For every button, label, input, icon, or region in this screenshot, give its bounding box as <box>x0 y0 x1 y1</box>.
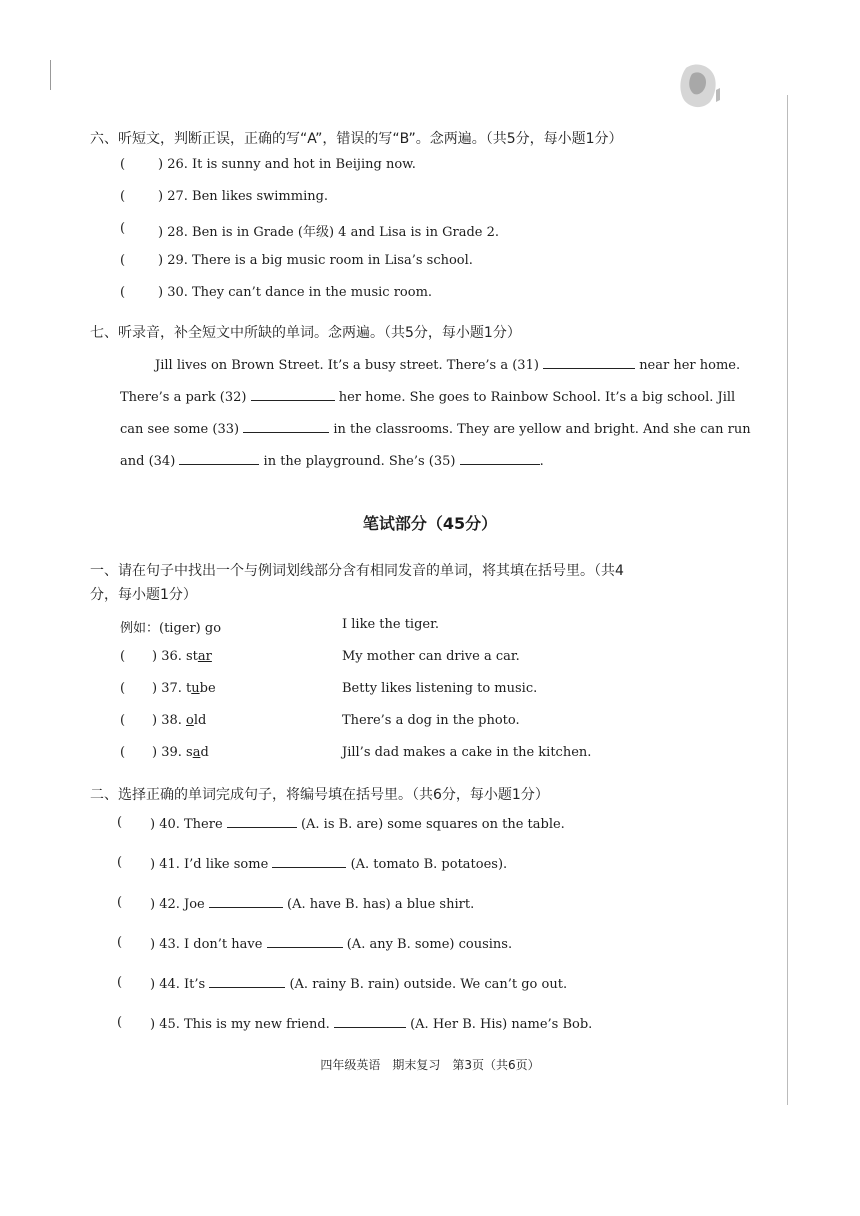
answer-paren: ( <box>120 745 126 760</box>
blank-42 <box>209 895 283 908</box>
sentence-38: There’s a dog in the photo. <box>342 713 520 728</box>
question-stem: ) 41. I’d like some <box>150 857 269 872</box>
question-38 <box>152 713 206 728</box>
question-40 <box>150 815 565 832</box>
question-options: (A. have B. has) a blue shirt. <box>287 897 475 912</box>
scan-edge-rule <box>787 95 788 1105</box>
question-stem: ) 44. It’s <box>150 977 206 992</box>
passage-line-3 <box>120 420 751 437</box>
blank-35 <box>460 452 540 465</box>
example-label: 例如：(tiger) go <box>120 621 222 636</box>
answer-paren: ( <box>120 681 126 696</box>
answer-paren: ( <box>120 285 126 300</box>
question-30: ) 30. They can’t dance in the music room. <box>158 285 433 300</box>
part1-heading-line1: 一、请在句子中找出一个与例词划线部分含有相同发音的单词，将其填在括号里。（共4 <box>90 563 624 579</box>
section7-heading: 七、听录音，补全短文中所缺的单词。念两遍。（共5分，每小题1分） <box>90 325 521 341</box>
question-37 <box>152 681 216 696</box>
blank-34 <box>179 452 259 465</box>
answer-paren: ( <box>117 855 123 870</box>
question-29: ) 29. There is a big music room in Lisa’s school. <box>158 253 473 268</box>
part2-heading: 二、选择正确的单词完成句子，将编号填在括号里。（共6分，每小题1分） <box>90 787 549 803</box>
underlined-letters: ar <box>197 649 212 664</box>
answer-paren: ( <box>120 253 126 268</box>
part1-heading-line2: 分，每小题1分） <box>90 587 197 603</box>
answer-paren: ( <box>120 649 126 664</box>
word-suffix: ld <box>193 713 207 728</box>
example-sentence: I like the tiger. <box>342 617 440 632</box>
answer-paren: ( <box>120 221 126 236</box>
question-stem: ) 43. I don’t have <box>150 937 263 952</box>
answer-paren: ( <box>120 157 126 172</box>
passage-text: her home. She goes to Rainbow School. It’s a big school. Jill <box>338 390 736 405</box>
question-45 <box>150 1015 592 1032</box>
blank-44 <box>209 975 285 988</box>
blank-41 <box>272 855 346 868</box>
question-26: ) 26. It is sunny and hot in Beijing now. <box>158 157 416 172</box>
word-prefix: ) 36. st <box>152 649 198 664</box>
blank-45 <box>334 1015 406 1028</box>
blank-43 <box>267 935 343 948</box>
section6-heading: 六、听短文，判断正误，正确的写“A”，错误的写“B”。念两遍。（共5分，每小题1分） <box>90 131 623 147</box>
answer-paren: ( <box>117 935 123 950</box>
passage-text: in the playground. She’s (35) <box>263 454 456 469</box>
passage-text: near her home. <box>639 358 741 373</box>
question-options: (A. rainy B. rain) outside. We can’t go out. <box>289 977 568 992</box>
underlined-letters: u <box>191 681 200 696</box>
passage-text: and (34) <box>120 454 176 469</box>
sentence-36: My mother can drive a car. <box>342 649 520 664</box>
margin-rule <box>50 60 51 90</box>
passage-text: in the classrooms. They are yellow and bright. And she can run <box>333 422 751 437</box>
answer-paren: ( <box>120 713 126 728</box>
blank-40 <box>227 815 297 828</box>
question-options: (A. Her B. His) name’s Bob. <box>410 1017 593 1032</box>
question-44 <box>150 975 567 992</box>
answer-paren: ( <box>117 895 123 910</box>
passage-line-2 <box>120 388 735 405</box>
question-28: ) 28. Ben is in Grade (年级) 4 and Lisa is in Grade 2. <box>158 225 500 240</box>
passage-text: can see some (33) <box>120 422 240 437</box>
sentence-39: Jill’s dad makes a cake in the kitchen. <box>342 745 592 760</box>
word-suffix: d <box>200 745 209 760</box>
blank-33 <box>243 420 329 433</box>
scan-stain-mark <box>676 60 724 112</box>
blank-31 <box>543 356 635 369</box>
blank-32 <box>251 388 335 401</box>
word-prefix: ) 39. s <box>152 745 193 760</box>
question-stem: ) 40. There <box>150 817 223 832</box>
question-options: (A. is B. are) some squares on the table. <box>300 817 565 832</box>
answer-paren: ( <box>117 1015 123 1030</box>
answer-paren: ( <box>120 189 126 204</box>
passage-line-1 <box>155 356 740 373</box>
answer-paren: ( <box>117 815 123 830</box>
passage-text: There’s a park (32) <box>120 390 247 405</box>
word-prefix: ) 38. <box>152 713 187 728</box>
question-stem: ) 45. This is my new friend. <box>150 1017 330 1032</box>
passage-text: . <box>539 454 544 469</box>
question-36 <box>152 649 212 664</box>
word-prefix: ) 37. t <box>152 681 192 696</box>
passage-text: Jill lives on Brown Street. It’s a busy street. There’s a (31) <box>155 358 539 373</box>
page-footer: 四年级英语 期末复习 第3页（共6页） <box>320 1058 540 1072</box>
passage-line-4 <box>120 452 544 469</box>
question-options: (A. any B. some) cousins. <box>346 937 513 952</box>
question-stem: ) 42. Joe <box>150 897 205 912</box>
question-42 <box>150 895 474 912</box>
underlined-letters: a <box>192 745 201 760</box>
question-41 <box>150 855 507 872</box>
question-39 <box>152 745 209 760</box>
answer-paren: ( <box>117 975 123 990</box>
question-options: (A. tomato B. potatoes). <box>350 857 508 872</box>
word-suffix: be <box>199 681 216 696</box>
question-27: ) 27. Ben likes swimming. <box>158 189 329 204</box>
underlined-letters: o <box>186 713 194 728</box>
question-43 <box>150 935 512 952</box>
sentence-37: Betty likes listening to music. <box>342 681 538 696</box>
written-part-title: 笔试部分（45分） <box>362 514 498 533</box>
